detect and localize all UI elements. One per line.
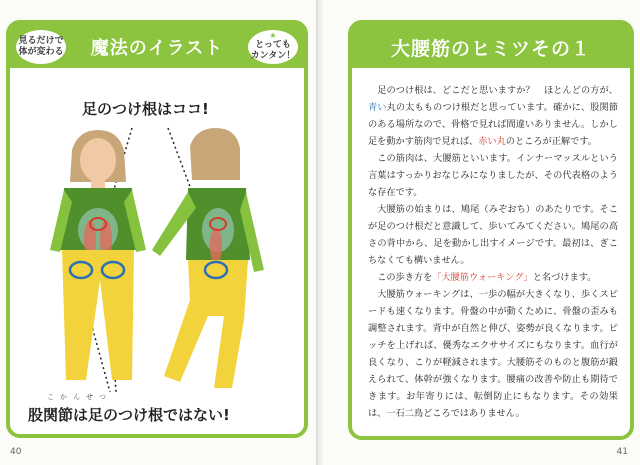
paragraph-2: この筋肉は、大腰筋といいます。インナーマッスルという言葉はすっかりおなじみになりましたが、その代表格のような存在です。 <box>368 153 618 198</box>
left-page <box>0 0 318 465</box>
back-figure <box>152 128 264 388</box>
badge2-line1: とっても <box>255 40 291 50</box>
ruby-kansetsu: こかんせつ <box>47 393 112 401</box>
badge-see-and-change <box>16 30 66 64</box>
body-text <box>368 82 618 422</box>
badge2-line2: カンタン！ <box>250 51 296 61</box>
left-panel-frame <box>6 20 308 438</box>
badge-very-easy <box>248 30 298 64</box>
p1-part-b: 丸の太もものつけ根だと思っています。確かに、股関節のある場所なので、骨格で見れば間違いありません。しかし足を動かす筋肉で見れば、 <box>368 102 619 147</box>
paragraph-1 <box>368 82 618 150</box>
callout-hip-joint-not-root: 股関節は足のつけ根ではない! <box>28 406 230 424</box>
body-illustration <box>20 120 296 400</box>
left-header-banner <box>10 24 304 68</box>
p4-part-a: この歩き方を <box>377 272 433 283</box>
p4-part-b: と名づけます。 <box>532 272 597 283</box>
badge-line1: 見るだけで <box>18 36 64 46</box>
p1-blue-text: 青い <box>368 102 387 113</box>
callout-leg-root-here: 足のつけ根はココ! <box>82 100 209 118</box>
p4-red-text: 「大腰筋ウォーキング」 <box>432 272 533 283</box>
paragraph-3: 大腰筋の始まりは、鳩尾（みぞおち）のあたりです。そこが足のつけ根だと意識して、歩いてみてください。鳩尾の高さの背中から、足を動かし出すイメージです。最初は、ぎこちなくても構いません。 <box>368 204 618 266</box>
right-header-banner <box>352 24 630 68</box>
front-figure <box>50 130 146 380</box>
page-number-left: 40 <box>10 447 22 457</box>
right-panel-frame <box>348 20 634 440</box>
page-number-right: 41 <box>616 447 628 457</box>
p1-red-text: 赤い丸 <box>478 136 506 147</box>
paragraph-5: 大腰筋ウォーキングは、一歩の幅が大きくなり、歩くスピードも速くなります。骨盤の中が動くために、骨盤の歪みも調整されます。背中が自然と伸び、姿勢が良くなります。ピッチを上げれば、優秀なエクササイズにもなります。血行が良くなり、こりが軽減されます。大腰筋そのものと腹筋が鍛えられて、体幹が強くなります。腰痛の改善や防止も期待できます。お年寄りには、転倒防止にもなります。その効果は、一石二鳥どころではありません。 <box>368 289 618 419</box>
badge-line2: 体が変わる <box>18 47 64 57</box>
right-page <box>322 0 640 465</box>
p1-part-a: 足のつけ根は、どこだと思いますか？ ほとんどの方が、 <box>377 85 618 96</box>
p1-part-c: のところが正解です。 <box>505 136 597 147</box>
left-title: 魔法のイラスト <box>90 38 224 59</box>
paragraph-4 <box>368 269 618 286</box>
right-title: 大腰筋のヒミツその１ <box>390 38 591 60</box>
star-icon: ★ <box>269 31 277 40</box>
